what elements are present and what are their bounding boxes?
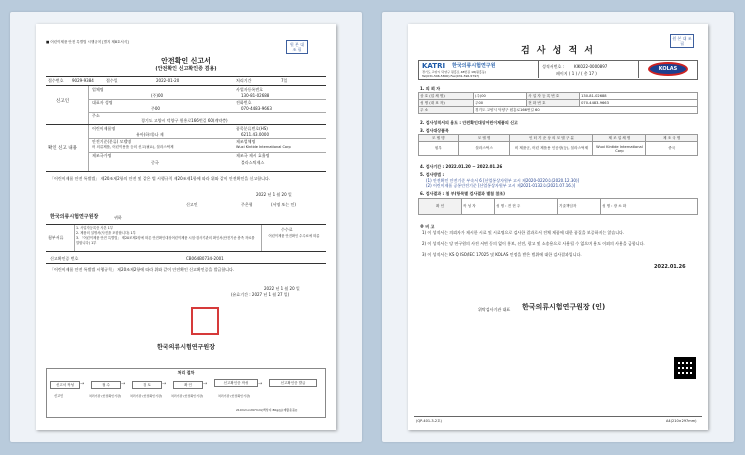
section-method: 5. 검사방법 : (420, 172, 445, 177)
content-value: 블라스틱제스 (241, 160, 265, 165)
applicant-field: 대표자 성명 (92, 100, 113, 105)
issuer: 한국의류시험연구원장 (157, 344, 215, 351)
signature-table (418, 198, 698, 215)
signer-sign: (서명 또는 인) (271, 202, 296, 207)
left-document-panel (10, 12, 362, 442)
org-name: 한국의류시험연구원 (452, 63, 496, 69)
flow-sub: 처리기관 (안전확인기관) (170, 394, 204, 398)
cell: 중국 (646, 142, 698, 156)
header-cell: 9029-9384 (72, 78, 94, 83)
form-footer-note: 210mm×297mm[백상지 80g/㎡(재활용품)] (236, 408, 298, 412)
cell: 제 조 업 체 명 (593, 135, 646, 142)
applicant-table (418, 92, 698, 114)
issuer-prefix: 위탁검사기관 대표 (478, 307, 511, 312)
content-value: 6211.43.0000 (241, 132, 269, 137)
cell: 전 화 번 호 (527, 100, 580, 107)
qr-code (674, 357, 696, 379)
content-value: Wuxi Kintide International Corp (236, 145, 291, 149)
cell: 성 명 : 장 소 화 (601, 199, 698, 215)
cell: 경기도 고양시 덕양구 원흥로166번길 60 (474, 107, 698, 114)
fee-value: 어린이제품 안전확인 수수료에 따름 (268, 234, 320, 238)
form-subtitle: (안전확인 신고확인증 겸용) (155, 66, 217, 72)
cell: 모 델 명 (419, 135, 459, 142)
header-cell: 2022-01-20 (156, 78, 180, 83)
cell: 070-4483-9663 (580, 100, 698, 107)
content-field: 제조국 제시 효율명 (236, 153, 270, 158)
applicant-label: 신고인 (56, 99, 70, 104)
cell: 작 성 자 (462, 199, 495, 215)
report-no-label: 성적서번호 : (542, 64, 564, 69)
applicant-value: 주00 (151, 106, 160, 111)
cell: 비 제품군, 어린 제품용 인공장(등), 블라스틱제 (510, 142, 593, 156)
method-line: (2) 어린이제품 공통안전기준 [산업통상자원부 고시 제2021-0132호(2021.07.16.)] (426, 183, 576, 188)
cell: 블라스틱스 (458, 142, 510, 156)
cell: 성 명 : 전 현 주 (495, 199, 558, 215)
cell: 주00 (474, 100, 527, 107)
cell: 130-81-02688 (580, 93, 698, 100)
section-applicant: 1. 의 뢰 자 (420, 86, 441, 91)
flow-step: 확 인 (173, 381, 203, 389)
confirm-text: 「어린이제품 안전 특별법 시행규칙」 제20조제2항에 따라 위와 같이 안전확인 신고확인증을 발급합니다. (50, 267, 235, 272)
kolas-logo: KOLAS (648, 62, 688, 76)
flow-arrow: → (121, 381, 126, 387)
header-cell: 7일 (281, 78, 288, 83)
flow-step: 신고서 작성 (50, 381, 80, 389)
org-tel: Tel(031-596-5800) Fax(031-596-5797) (422, 74, 480, 78)
form-title: 안전확인 신고서 (161, 57, 211, 65)
applicant-field: 주소 (92, 113, 100, 118)
flow-sub: 처리기관 (안전확인기관) (88, 394, 122, 398)
cell: 모 델 명 (458, 135, 510, 142)
note-line: 3) 이 성적서는 KS Q ISO/IEC 17025 및 KOLAS 인정을 받은 범위에 대한 검사결과입니다. (422, 252, 582, 257)
footer-right: A4(210×297mm) (666, 419, 697, 423)
applicant-field: 사업자등록번호 (236, 87, 264, 92)
declaration-date: 2022 년 1 월 20 일 (256, 192, 292, 197)
content-value: 어 의류제품, 어린이용품 등의 신고(필요), 블라스틱제 (92, 145, 174, 149)
red-seal (191, 307, 219, 335)
items-table (418, 134, 698, 156)
issuer: 한국의류시험연구원장 (인) (522, 303, 606, 311)
cell: 기술책임자 (558, 199, 601, 215)
content-field: 품목분류번호(HS) (236, 126, 268, 131)
content-field: 제조업체명 (236, 139, 256, 144)
flow-step: 신고확인증 작성 (214, 379, 258, 387)
cell: 성 명 (대 표 자) (419, 100, 474, 107)
cell: 주 소 (419, 107, 474, 114)
content-field: 어린이제품명 (92, 126, 116, 131)
cert-no-label: 신고확인증 번호 (50, 256, 79, 261)
attachment-item: 3. 「어린이제품 안전 특별법」 제20조제2항에 따른 안전확인대상어린이제품 시험·검사기관의 확인서(안전기준 충족 자료를 말합니다) 1부 (76, 236, 255, 245)
flow-arrow: → (203, 381, 208, 387)
section-items: 3. 검사대상품목 (420, 128, 449, 133)
applicant-value: 070-4483-9663 (241, 106, 272, 111)
flow-title: 처리 절차 (177, 370, 195, 375)
report-date: 2022.01.26 (654, 264, 686, 270)
header-cell: 접수번호 (48, 78, 64, 83)
report-no: KIK022-0000897 (574, 64, 608, 69)
declaration-text: 「어린이제품 안전 특별법」 제20조제2항의 안전 및 같은 법 시행규칙 제20조제1항에 따라 위와 같이 안전확인을 신고합니다. (50, 176, 271, 181)
attachment-label: 첨부서류 (48, 235, 64, 240)
applicant-field: 업체명 (92, 87, 104, 92)
signer-label: 신고인 (186, 202, 198, 207)
section-period: 4. 검사기간 : 2022.01.20 ~ 2022.01.26 (420, 164, 503, 169)
content-value: 중국 (151, 160, 159, 165)
cell: Wuxi Kintide International Corp (593, 142, 646, 156)
cell: 인 터 기 준 상 의 모 델 구 분 (510, 135, 593, 142)
applicant-field: 전화번호 (236, 100, 252, 105)
flow-sub: 처리기관 (안전확인기관) (217, 394, 251, 398)
section-purpose: 2. 검사성적서의 용도 : 안전확인대상어린이제품의 신고 (420, 120, 518, 125)
cell: 원우 (419, 142, 459, 156)
cert-no: CB064B0734-2001 (186, 256, 224, 261)
attachment-item: 2. 제품의 설명서(사진을 포함합니다) 1부 (76, 231, 136, 235)
valid-date: (유효기간 : 2027 년 1 월 27 일) (231, 292, 290, 297)
cell: 사 업 자 등 록 번 호 (527, 93, 580, 100)
recipient-suffix: 귀하 (114, 215, 122, 220)
flow-sub: 처리기관 (안전확인기관) (129, 394, 163, 398)
corner-stamp: 원 본 대 조 필 (670, 34, 694, 48)
section-result: 6. 검사결과 : 첨 부(항목별 검사결과 별첨 참조) (420, 191, 505, 196)
flow-step: 신고확인증 발급 (269, 379, 317, 387)
header-cell: 처리기간 (236, 78, 252, 83)
applicant-value: (주)00 (151, 93, 164, 98)
note-line: 1) 이 성적서는 의뢰자가 제시한 시료 및 시료명으로 검사한 결과로서 전체 제품에 대한 품질을 보증하지는 않습니다. (422, 230, 625, 235)
signer-name: 주은형 (241, 202, 253, 207)
katri-logo: KATRI (422, 62, 446, 70)
flow-step: 검 토 (132, 381, 162, 389)
issue-date: 2022 년 1 월 20 일 (264, 286, 300, 291)
content-field: 제조국가명 (92, 153, 112, 158)
fee-label: 수수료 (281, 227, 293, 232)
page-indicator: 페이지 ( 1 ) / ( 총 17 ) (556, 71, 597, 76)
note-line: 2) 이 성적서는 당 연구원의 사전 서면 동의 없이 홍보, 선전, 광고 및 소송용으로 사용될 수 없으며 용도 이외의 사용을 금합니다. (422, 241, 645, 246)
applicant-value: 130-81-02688 (241, 93, 270, 98)
content-field: 안전기준(분류) 모델명 (92, 139, 132, 144)
org-address: 경기도 고양시 덕양구 원흥로 48번길 18(원흥동) (422, 70, 487, 74)
recipient: 한국의류시험연구원장 (50, 214, 99, 220)
flow-sub: 신고인 (54, 394, 64, 398)
applicant-value: 경기도 고양시 덕양구 원흥로166번길 60(계약층) (141, 118, 228, 123)
notes-title: ※ 비 고 (420, 224, 435, 229)
cell: 제 조 국 명 (646, 135, 698, 142)
flow-arrow: → (80, 381, 85, 387)
flow-arrow: → (162, 381, 167, 387)
header-cell: 접수일 (106, 78, 118, 83)
content-value: 유아(하의)나 제 (136, 132, 164, 137)
right-document-panel (382, 12, 734, 442)
report-title: 검 사 성 적 서 (520, 46, 595, 56)
corner-stamp: 원 본 대 조 필 (286, 40, 308, 54)
flow-arrow: → (258, 381, 263, 387)
cell: (주)00 (474, 93, 527, 100)
safety-report-form (36, 24, 336, 430)
attachment-item: 1. 사업자등록증 사본 1부 (76, 226, 114, 230)
footer-left: (QP-401-3-2호) (416, 419, 442, 423)
form-top-note: ■ 어린이제품 안전 특별법 시행규칙 [별지 제8호서식] (46, 40, 129, 44)
cell: 상 호 (업 체 명) (419, 93, 474, 100)
cell: 확 인 (419, 199, 462, 215)
method-line: (1) 안전확인 안전기준 부속서 6 [산업통상자원부 고시 제2020-0220호(2020.12.30)] (426, 178, 580, 183)
test-report (408, 24, 708, 430)
flow-step: 접 수 (91, 381, 121, 389)
content-label: 확인 신고 내용 (48, 146, 77, 151)
